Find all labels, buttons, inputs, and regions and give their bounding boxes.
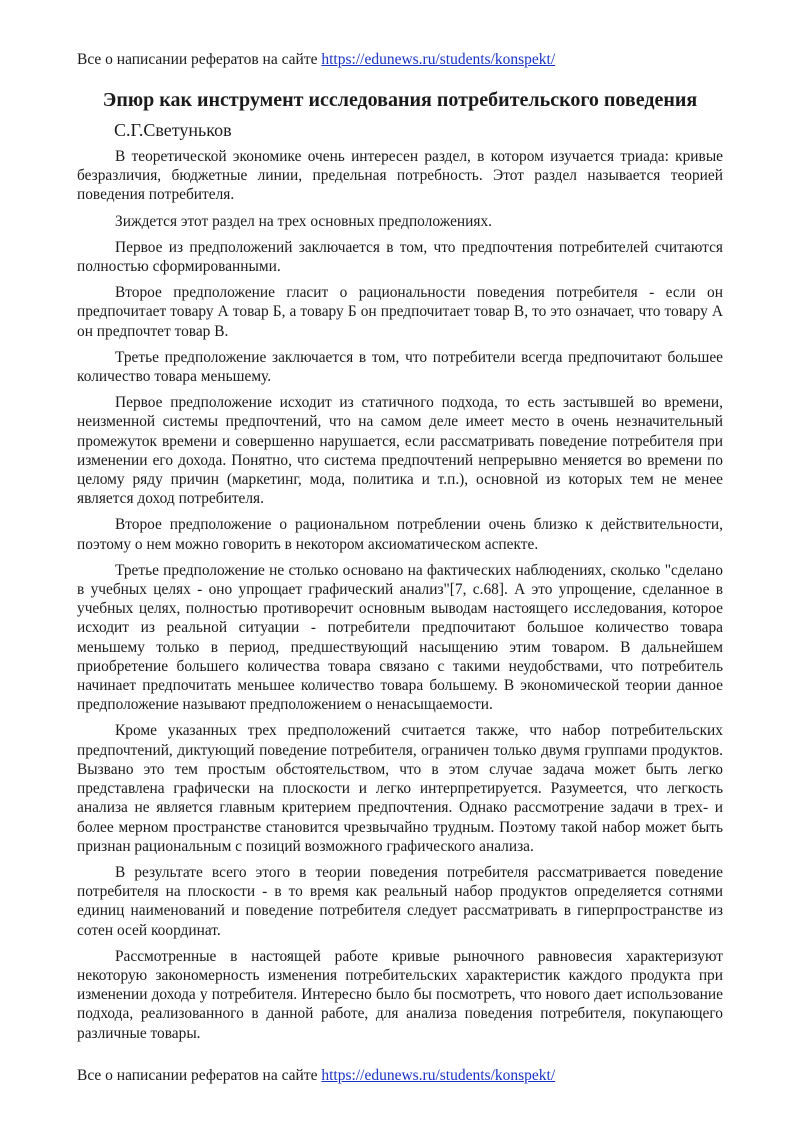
header-site-text: Все о написании рефератов на сайте xyxy=(77,51,322,68)
document-title: Эпюр как инструмент исследования потребительского поведения xyxy=(102,89,698,111)
paragraph-6: Первое предположение исходит из статичного подхода, то есть застывшей во времени, неизменной системы предпочтений, что на самом деле имеет место в очень незначительный промежуток времени и совершенно нарушается, если рассматривать поведение потребителя при изменении его дохода. Понятно, что система предпочтений непрерывно меняется во времени по целому ряду причин (маркетинг, мода, политика и т.п.), основной из которых тем не менее является доход потребителя. xyxy=(77,394,723,508)
paragraph-2: Зиждется этот раздел на трех основных предположениях. xyxy=(115,212,493,230)
document-author: С.Г.Светуньков xyxy=(114,120,232,140)
paragraph-9: Кроме указанных трех предположений считается также, что набор потребительских предпочтений, диктующий поведение потребителя, ограничен только двумя группами продуктов. Вызвано это тем простым обстоятельством, что в этом случае задача может быть легко представлена графически на плоскости и легко интерпретируется. Разумеется, что легкость анализа не является главным критерием предпочтения. Однако рассмотрение задачи в трех- и более мерном пространстве становится чрезвычайно трудным. Поэтому такой набор может быть признан рациональным с позиций возможного графического анализа. xyxy=(77,722,723,855)
footer-site-text: Все о написании рефератов на сайте xyxy=(77,1067,322,1084)
paragraph-10: В результате всего этого в теории поведения потребителя рассматривается поведение потребителя на плоскости - в то время как реальный набор продуктов определяется сотнями единиц наименований и поведение потребителя следует рассматривать в гиперпространстве из сотен осей координат. xyxy=(77,863,723,939)
paragraph-5: Третье предположение заключается в том, что потребители всегда предпочитают большее количество товара меньшему. xyxy=(77,348,723,386)
paragraph-4: Второе предположение гласит о рациональности поведения потребителя - если он предпочитает товару А товар Б, а товару Б он предпочитает товар В, то это означает, что товару А он предпочтет товар В. xyxy=(77,284,723,340)
paragraph-11: Рассмотренные в настоящей работе кривые рыночного равновесия характеризуют некоторую закономерность изменения потребительских характеристик каждого продукта при изменении дохода у потребителя. Интересно было бы посмотреть, что нового дает использование подхода, реализованного в данной работе, для анализа поведения потребителя, покупающего различные товары. xyxy=(77,947,723,1042)
paragraph-3: Первое из предположений заключается в том, что предпочтения потребителей считаются полностью сформированными. xyxy=(77,238,723,276)
footer-site-line xyxy=(77,1066,727,1085)
header-site-link[interactable]: https://edunews.ru/students/konspekt/ xyxy=(321,51,556,68)
paragraph-7: Второе предположение о рациональном потреблении очень близко к действительности, поэтому о нем можно говорить в некотором аксиоматическом аспекте. xyxy=(77,516,723,553)
paragraph-1: В теоретической экономике очень интересен раздел, в котором изучается триада: кривые безразличия, бюджетные линии, предельная потребность. Этот раздел называется теорией поведения потребителя. xyxy=(77,148,723,204)
document-body xyxy=(77,147,723,1050)
header-site-line xyxy=(77,50,727,69)
paragraph-8: Третье предположение не столько основано на фактических наблюдениях, сколько "сделано в учебных целях - оно упрощает графический анализ"[7, с.68]. А это упрощение, сделанное в учебных целях, полностью противоречит основным выводам настоящего исследования, которое исходит из реальной ситуации - потребители предпочитают большое количество товара меньшему только в период, предшествующий насыщению этим товаром. В дальнейшем приобретение большего количества товара связано с такими неудобствами, что потребитель начинает предпочитать меньшее количество товара большему. В экономической теории данное предположение называют предположением о ненасыщаемости. xyxy=(77,561,723,714)
footer-site-link[interactable]: https://edunews.ru/students/konspekt/ xyxy=(321,1067,556,1084)
